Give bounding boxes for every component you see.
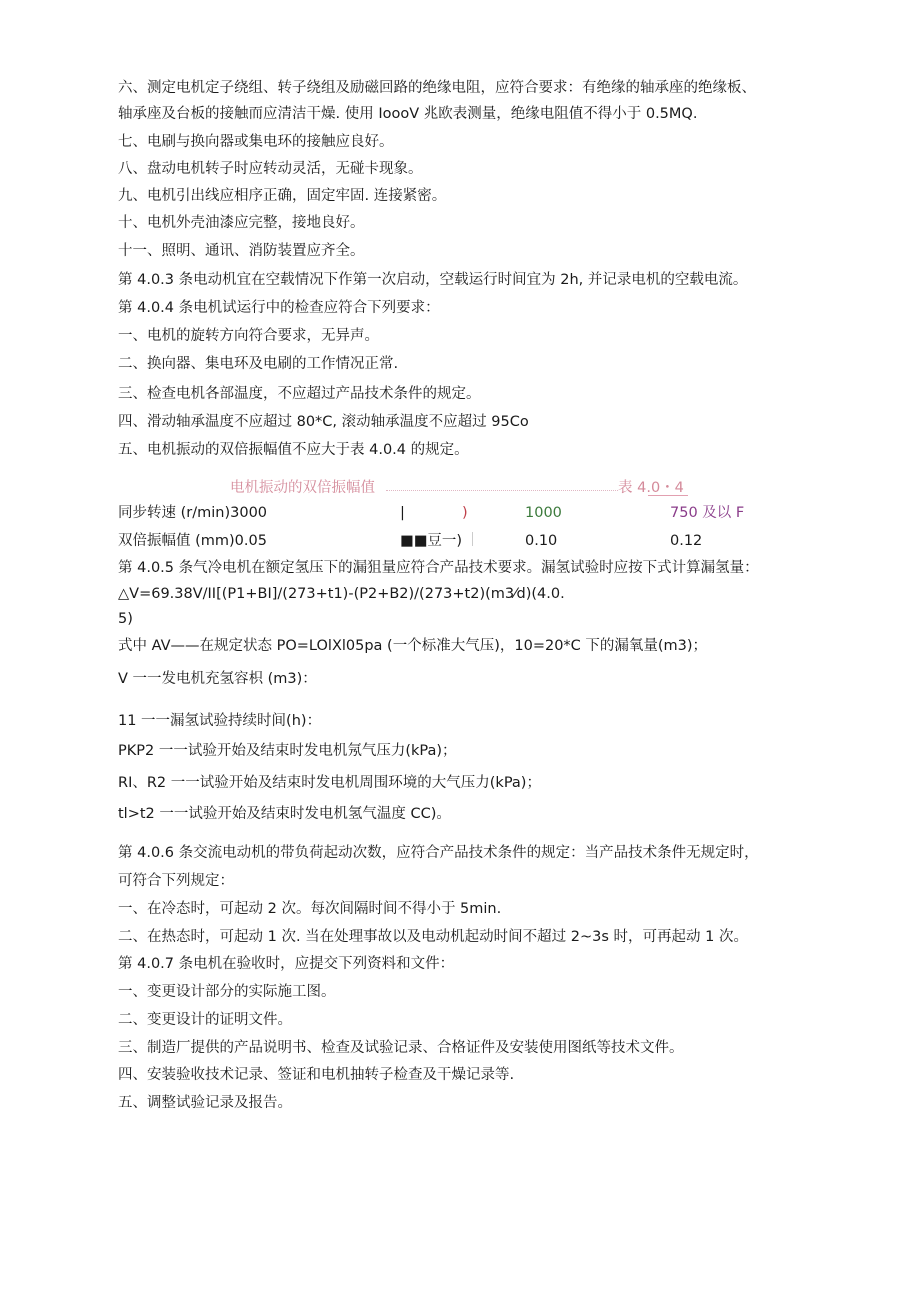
table-row-speed-1000: 1000	[525, 505, 562, 521]
item-5-vibration: 五、电机振动的双倍振幅值不应大于表 4.0.4 的规定。	[118, 442, 469, 458]
table-row-amplitude-012: 0.12	[670, 533, 703, 549]
table-caption-title: 电机振动的双倍振幅值	[230, 480, 375, 496]
where-b: RI、R2 一一试验开始及结束时发电机周围环境的大气压力(kPa)；	[118, 775, 541, 791]
start-cold: 一、在冷态时，可起动 2 次。每次间隔时间不得小于 5min.	[118, 901, 502, 917]
table-caption	[230, 476, 700, 498]
table-row-speed-750: 750 及以 F	[670, 505, 745, 521]
where-temp: tl>t2 一一试验开始及结束时发电机氢气温度 CC)。	[118, 806, 451, 822]
table-row-speed-label: 同步转速 (r/min)3000	[118, 505, 268, 521]
para-10: 十、电机外壳油漆应完整，接地良好。	[118, 215, 365, 231]
clause-4-0-6-line-1: 第 4.0.6 条交流电动机的带负荷起动次数，应符合产品技术条件的规定：当产品技术条件无规定时，	[118, 845, 759, 861]
table-cell-separator	[472, 532, 473, 546]
clause-4-0-6-line-2: 可符合下列规定：	[118, 873, 234, 889]
item-4-bearing: 四、滑动轴承温度不应超过 80*C, 滚动轴承温度不应超过 95Co	[118, 414, 529, 430]
para-7: 七、电刷与换向器或集电环的接触应良好。	[118, 134, 394, 150]
para-6-line-1: 六、测定电机定子绕组、转子绕组及励磁回路的绝缘电阻，应符合要求：有绝缘的轴承座的绝缘板、	[118, 80, 756, 96]
clause-4-0-3: 第 4.0.3 条电动机宜在空载情况下作第一次启动，空载运行时间宜为 2h, 并记录电机的空载电流。	[118, 272, 748, 288]
clause-4-0-5: 第 4.0.5 条气冷电机在额定氢压下的漏狙量应符合产品技术要求。漏氢试验时应按下式计算漏氢量：	[118, 560, 759, 576]
caption-number-underline	[648, 495, 688, 496]
clause-4-0-4: 第 4.0.4 条电机试运行中的检查应符合下列要求：	[118, 300, 440, 316]
table-row-speed-c2: |	[400, 505, 405, 521]
where-v: V 一一发电机充氢容枳 (m3)：	[118, 671, 317, 687]
doc-item-5: 五、调整试验记录及报告。	[118, 1095, 292, 1111]
start-hot: 二、在热态时，可起动 1 次. 当在处理事故以及电动机起动时间不超过 2~3s 时，可再起动 1 次。	[118, 929, 748, 945]
table-row-amplitude-010: 0.10	[525, 533, 558, 549]
clause-4-0-7: 第 4.0.7 条电机在验收时，应提交下列资料和文件：	[118, 956, 455, 972]
table-caption-number: 表 4.0・4	[618, 480, 684, 496]
para-9: 九、电机引出线应相序正确，固定牢固. 连接紧密。	[118, 188, 447, 204]
para-11: 十一、照明、通讯、消防装置应齐全。	[118, 243, 365, 259]
item-1-rotation: 一、电机的旋转方向符合要求，无异声。	[118, 328, 379, 344]
doc-item-3: 三、制造厂提供的产品说明书、检查及试验记录、合格证件及安装使用图纸等技术文件。	[118, 1040, 684, 1056]
where-t: 11 一一漏氢试验持续时间(h)：	[118, 713, 322, 729]
para-6-line-2: 轴承座及台板的接触而应清洁干燥. 使用 IoooV 兆欧表测量，绝缘电阻值不得小于 0.5MQ.	[118, 106, 698, 122]
table-row-speed-c3: )	[462, 505, 468, 521]
caption-fill-rule	[386, 490, 618, 491]
item-3-temperature: 三、检查电机各部温度，不应超过产品技术条件的规定。	[118, 386, 481, 402]
doc-item-2: 二、变更设计的证明文件。	[118, 1012, 292, 1028]
item-2-commutator: 二、换向器、集电环及电刷的工作情况正常.	[118, 356, 399, 372]
where-p: PKP2 一一试验开始及结束时发电机氖气压力(kPa)；	[118, 743, 457, 759]
doc-item-4: 四、安装验收技术记录、签证和电机抽转子检查及干燥记录等.	[118, 1067, 515, 1083]
where-delta-v: 式中 AV——在规定状态 PO=LOlXl05pa (一个标准大气压)，10=20*C 下的漏氧量(m3)；	[118, 638, 708, 654]
formula-line-2: 5)	[118, 611, 133, 627]
doc-item-1: 一、变更设计部分的实际施工图。	[118, 984, 336, 1000]
formula-line-1: △V=69.38V/II[(P1+BI]/(273+t1)-(P2+B2)/(273+t2)(m3⁄d)(4.0.	[118, 586, 565, 602]
table-row-amplitude-c2: ■■豆一)	[400, 533, 463, 549]
table-row-amplitude-label: 双倍振幅值 (mm)0.05	[118, 533, 267, 549]
para-8: 八、盘动电机转子时应转动灵活，无碰卡现象。	[118, 161, 423, 177]
